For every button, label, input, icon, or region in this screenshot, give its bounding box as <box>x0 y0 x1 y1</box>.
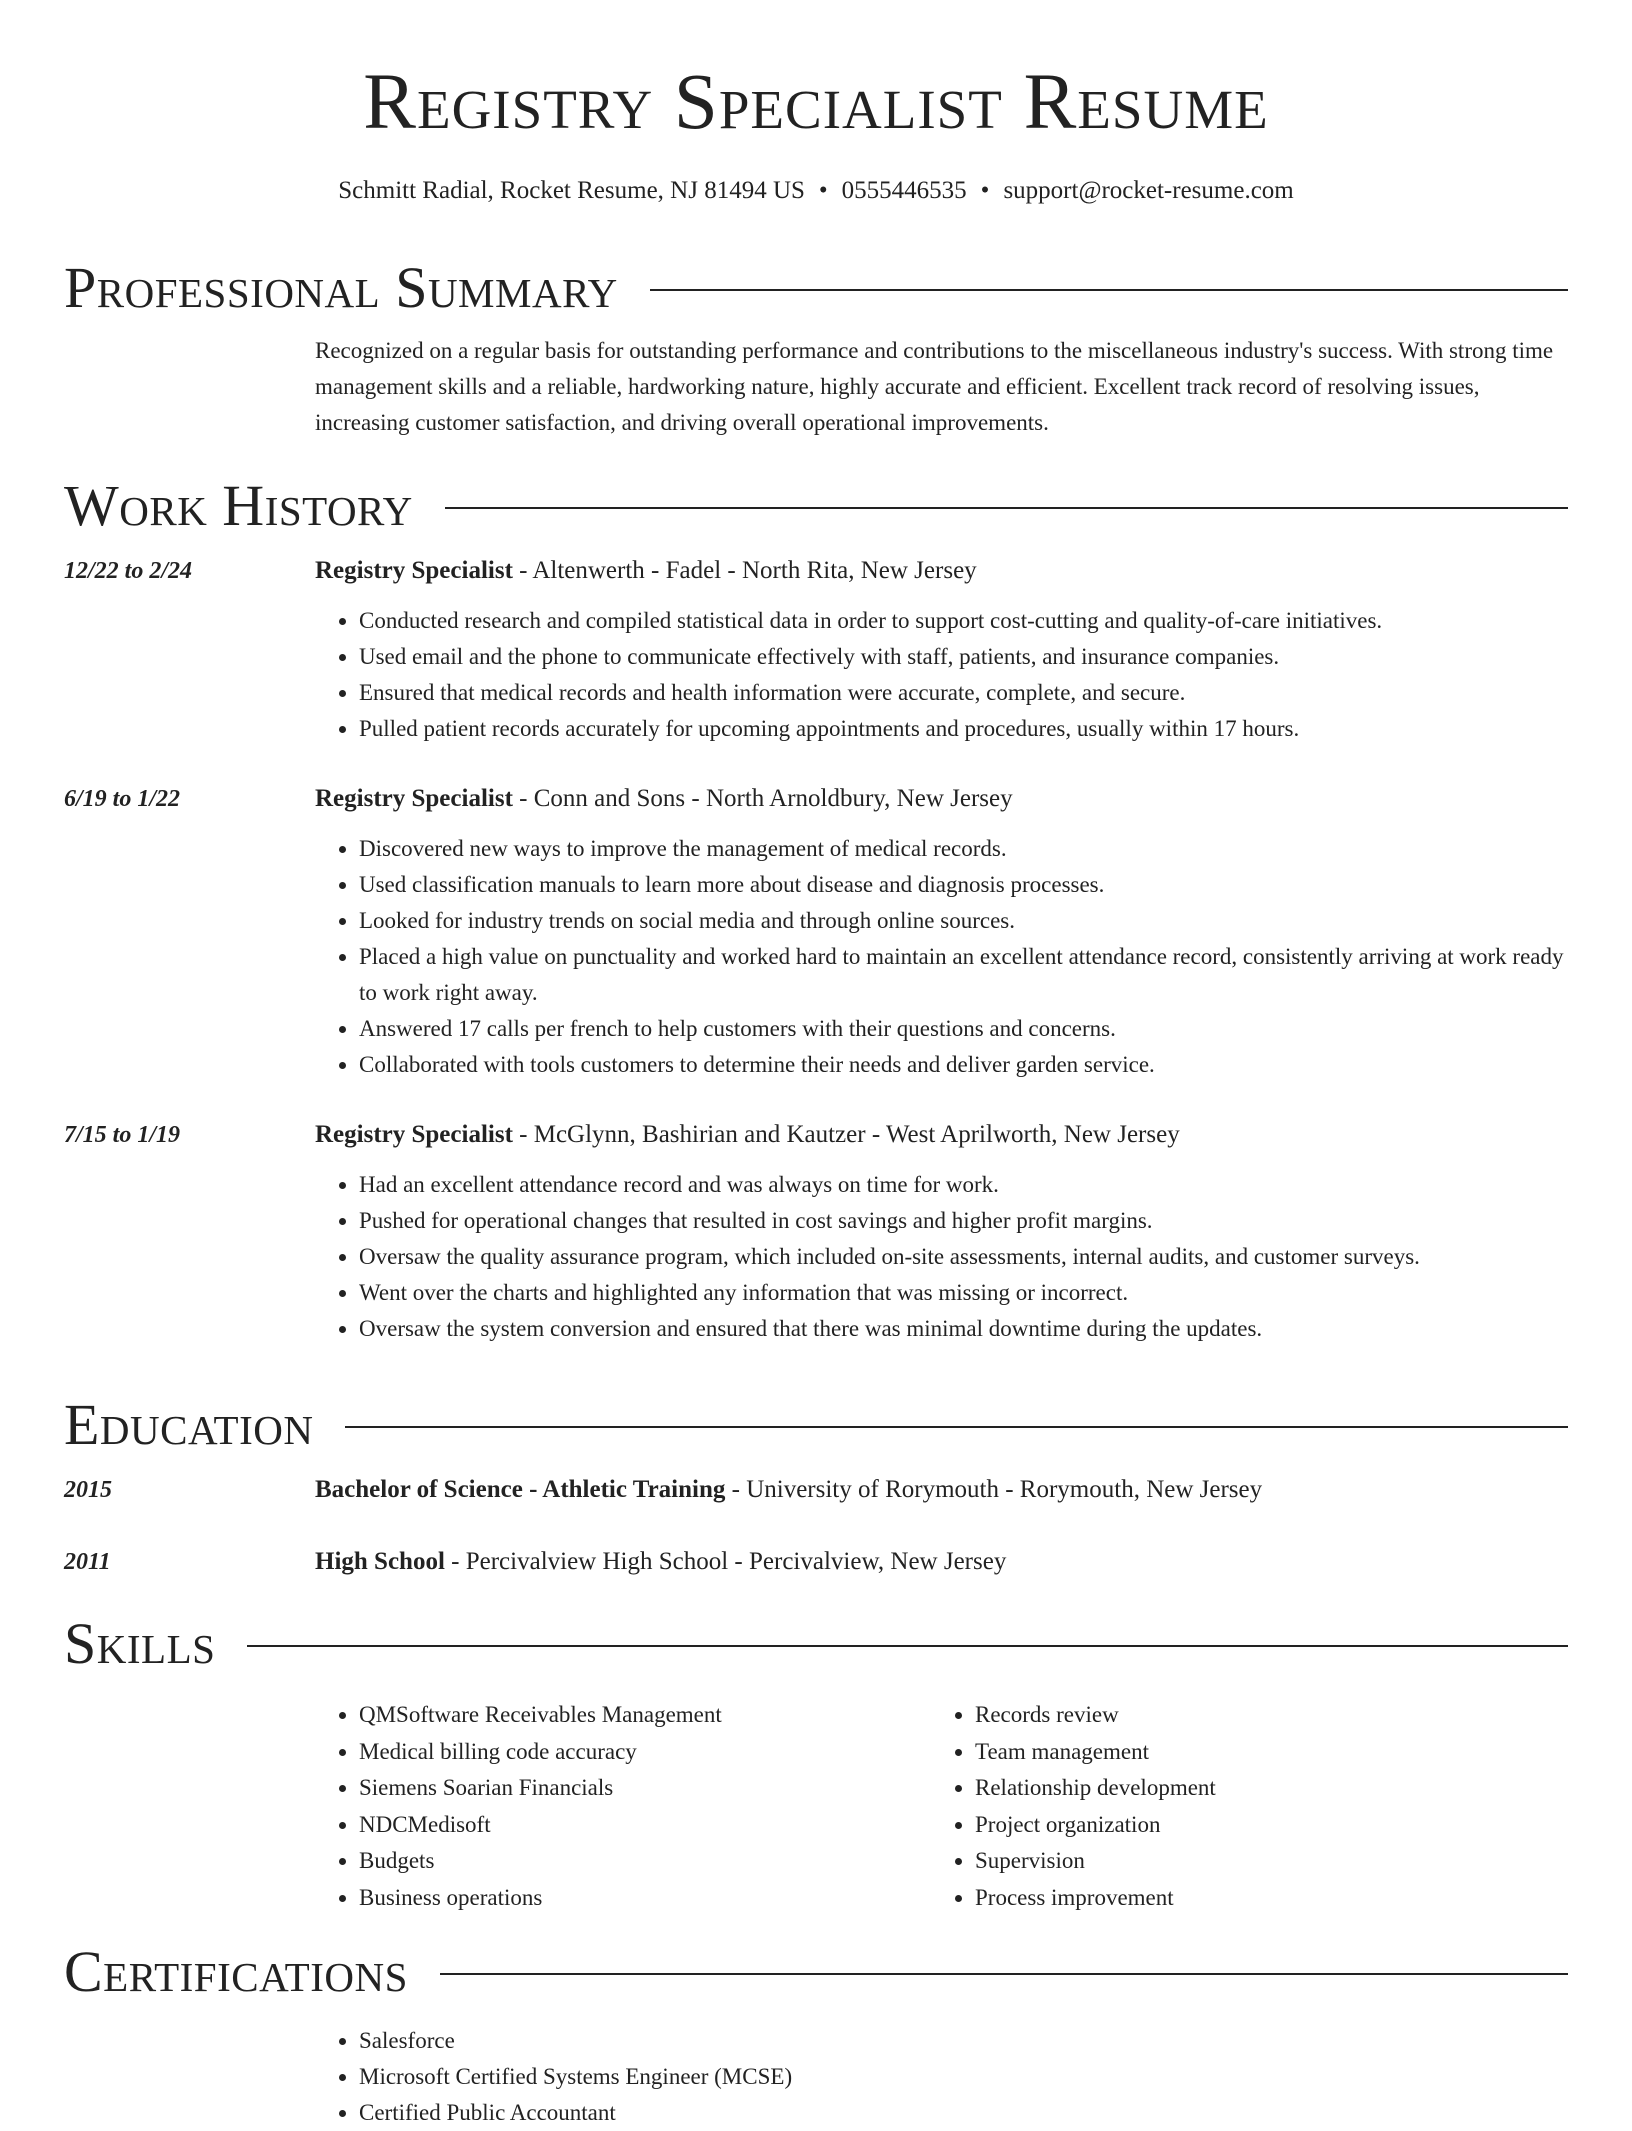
job-dates: 7/15 to 1/19 <box>64 1122 181 1148</box>
list-item: • Oversaw the quality assurance program, which included on-site assessments, internal audits, and customer surveys. <box>359 1239 1568 1275</box>
skills-column-right <box>931 1697 1547 1916</box>
list-item: • Looked for industry trends on social media and through online sources. <box>359 903 1568 939</box>
list-item: • Discovered new ways to improve the management of medical records. <box>359 831 1568 867</box>
section-divider <box>440 1973 1568 1975</box>
education-section <box>64 1392 1568 1580</box>
contact-separator: • <box>980 177 990 204</box>
certifications-section <box>64 1939 1568 2131</box>
education-entry <box>64 1472 1568 1508</box>
contact-address: Schmitt Radial, Rocket Resume, NJ 81494 US <box>338 177 805 204</box>
skill-item: • NDCMedisoft <box>359 1807 931 1844</box>
list-item: • Placed a high value on punctuality and worked hard to maintain an excellent attendance record, consistently arriving at work ready to work right away. <box>359 939 1568 1011</box>
skill-item: • Records review <box>975 1697 1547 1734</box>
skill-item: • Supervision <box>975 1843 1547 1880</box>
section-divider <box>247 1645 1568 1647</box>
section-header <box>64 1392 1568 1458</box>
list-item: • Conducted research and compiled statistical data in order to support cost-cutting and quality-of-care initiatives. <box>359 603 1568 639</box>
skills-grid <box>315 1697 1568 1916</box>
job-title: Registry Specialist <box>315 1121 513 1148</box>
summary-text: Recognized on a regular basis for outstanding performance and contributions to the miscellaneous industry's success. With strong time management skills and a reliable, hardworking nature, highly accurate and efficient. Excellent track record of resolving issues, increasing customer satisfaction, and driving overall operational improvements. <box>315 338 1554 435</box>
section-heading: Work History <box>64 473 413 538</box>
skill-item: • QMSoftware Receivables Management <box>359 1697 931 1734</box>
job-dates: 6/19 to 1/22 <box>64 786 181 812</box>
resume-title: Registry Specialist Resume <box>363 59 1269 146</box>
list-item: • Pushed for operational changes that resulted in cost savings and higher profit margins. <box>359 1203 1568 1239</box>
education-entry <box>64 1544 1568 1580</box>
list-item: • Went over the charts and highlighted any information that was missing or incorrect. <box>359 1275 1568 1311</box>
skill-item: • Project organization <box>975 1807 1547 1844</box>
list-item: • Pulled patient records accurately for upcoming appointments and procedures, usually within 17 hours. <box>359 711 1568 747</box>
job-heading <box>315 1117 1568 1153</box>
education-year: 2015 <box>64 1477 112 1503</box>
section-header <box>64 255 1568 321</box>
job-entry <box>64 781 1568 1083</box>
job-entry <box>64 1117 1568 1347</box>
contact-phone: 0555446535 <box>841 177 967 204</box>
work-history-section <box>64 473 1568 1347</box>
certification-list <box>315 2023 1568 2131</box>
skills-section <box>64 1611 1568 1916</box>
summary-section <box>64 255 1568 441</box>
education-degree: High School <box>315 1548 445 1575</box>
skill-item: • Process improvement <box>975 1880 1547 1917</box>
certification-item: • Microsoft Certified Systems Engineer (MCSE) <box>359 2059 1568 2095</box>
contact-email: support@rocket-resume.com <box>1003 177 1294 204</box>
skill-item: • Siemens Soarian Financials <box>359 1770 931 1807</box>
job-dates: 12/22 to 2/24 <box>64 558 193 584</box>
list-item: • Answered 17 calls per french to help customers with their questions and concerns. <box>359 1011 1568 1047</box>
section-heading: Skills <box>64 1611 216 1676</box>
skill-item: • Business operations <box>359 1880 931 1917</box>
list-item: • Ensured that medical records and health information were accurate, complete, and secure. <box>359 675 1568 711</box>
contact-line <box>64 174 1568 208</box>
section-heading: Certifications <box>64 1939 408 2004</box>
education-heading <box>315 1544 1568 1580</box>
job-bullets <box>315 831 1568 1083</box>
job-bullets <box>315 603 1568 747</box>
section-divider <box>445 507 1568 509</box>
job-details: - Conn and Sons - North Arnoldbury, New Jersey <box>512 785 1013 812</box>
section-heading: Professional Summary <box>64 255 618 320</box>
skill-item: • Relationship development <box>975 1770 1547 1807</box>
skills-column-left <box>315 1697 931 1916</box>
section-header <box>64 473 1568 539</box>
job-title: Registry Specialist <box>315 557 513 584</box>
section-divider <box>345 1426 1568 1428</box>
job-entry <box>64 553 1568 747</box>
job-details: - Altenwerth - Fadel - North Rita, New Jersey <box>512 557 977 584</box>
skill-item: • Budgets <box>359 1843 931 1880</box>
education-details: - University of Rorymouth - Rorymouth, New Jersey <box>725 1476 1263 1503</box>
list-item: • Had an excellent attendance record and was always on time for work. <box>359 1167 1568 1203</box>
certification-item: • Certified Public Accountant <box>359 2095 1568 2131</box>
section-heading: Education <box>64 1392 314 1457</box>
section-header <box>64 1611 1568 1677</box>
education-details: - Percivalview High School - Percivalview, New Jersey <box>444 1548 1007 1575</box>
list-item: • Used email and the phone to communicate effectively with staff, patients, and insurance companies. <box>359 639 1568 675</box>
certification-item: • Salesforce <box>359 2023 1568 2059</box>
job-heading <box>315 553 1568 589</box>
job-details: - McGlynn, Bashirian and Kautzer - West Aprilworth, New Jersey <box>512 1121 1180 1148</box>
skill-item: • Medical billing code accuracy <box>359 1734 931 1771</box>
list-item: • Oversaw the system conversion and ensured that there was minimal downtime during the updates. <box>359 1311 1568 1347</box>
section-divider <box>650 289 1568 291</box>
job-heading <box>315 781 1568 817</box>
education-degree: Bachelor of Science - Athletic Training <box>315 1476 726 1503</box>
job-bullets <box>315 1167 1568 1347</box>
education-heading <box>315 1472 1568 1508</box>
job-title: Registry Specialist <box>315 785 513 812</box>
list-item: • Collaborated with tools customers to determine their needs and deliver garden service. <box>359 1047 1568 1083</box>
section-header <box>64 1939 1568 2005</box>
contact-separator: • <box>818 177 828 204</box>
list-item: • Used classification manuals to learn more about disease and diagnosis processes. <box>359 867 1568 903</box>
education-year: 2011 <box>64 1549 111 1575</box>
skill-item: • Team management <box>975 1734 1547 1771</box>
